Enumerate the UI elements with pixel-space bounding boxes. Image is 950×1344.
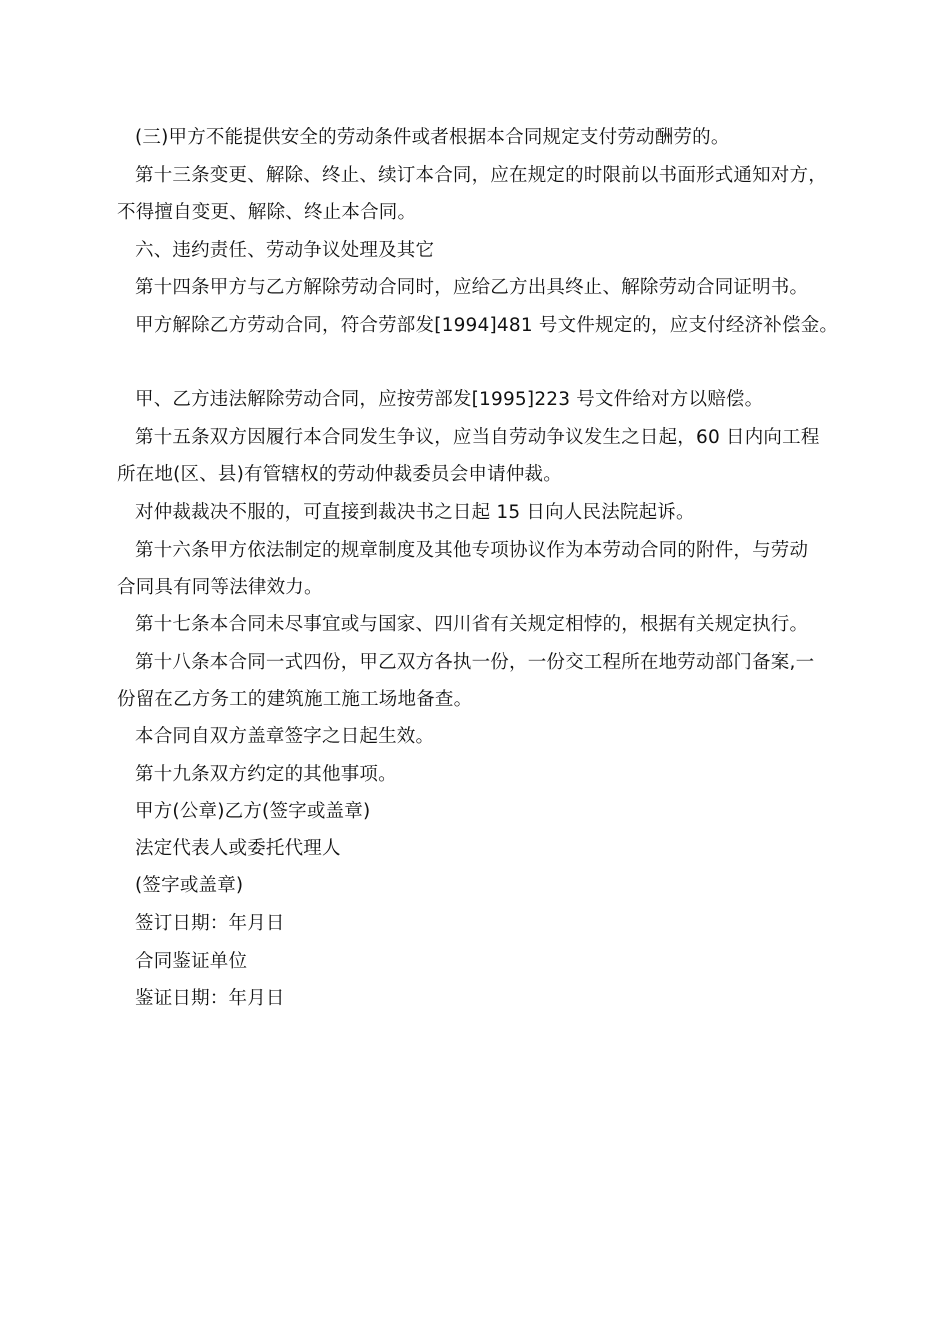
signature-party-line: 甲方(公章)乙方(签字或盖章) [135, 801, 371, 822]
signing-date-line: 签订日期：年月日 [135, 913, 285, 934]
text-line: 份留在乙方务工的建筑施工施工场地备查。 [117, 689, 473, 710]
text-line: 第十五条双方因履行本合同发生争议，应当自劳动争议发生之日起，60 日内向工程 [135, 427, 820, 448]
text-line: 第十四条甲方与乙方解除劳动合同时，应给乙方出具终止、解除劳动合同证明书。 [135, 277, 809, 298]
text-line: (三)甲方不能提供安全的劳动条件或者根据本合同规定支付劳动酬劳的。 [135, 127, 730, 148]
verification-date-line: 鉴证日期：年月日 [135, 988, 285, 1009]
representative-line: 法定代表人或委托代理人 [135, 838, 341, 859]
verification-unit-line: 合同鉴证单位 [135, 951, 248, 972]
text-line: 甲方解除乙方劳动合同，符合劳部发[1994]481 号文件规定的，应支付经济补偿金。 [135, 315, 839, 336]
signature-note-line: (签字或盖章) [135, 875, 244, 896]
text-line: 第十八条本合同一式四份，甲乙双方各执一份，一份交工程所在地劳动部门备案,一 [135, 652, 815, 673]
section-heading: 六、违约责任、劳动争议处理及其它 [135, 240, 435, 261]
text-line: 第十九条双方约定的其他事项。 [135, 764, 397, 785]
text-line: 甲、乙方违法解除劳动合同，应按劳部发[1995]223 号文件给对方以赔偿。 [135, 389, 764, 410]
text-line: 第十三条变更、解除、终止、续订本合同，应在规定的时限前以书面形式通知对方， [135, 165, 827, 186]
text-line: 合同具有同等法律效力。 [117, 577, 323, 598]
text-line: 本合同自双方盖章签字之日起生效。 [135, 726, 435, 747]
text-line: 第十七条本合同未尽事宜或与国家、四川省有关规定相悖的，根据有关规定执行。 [135, 614, 809, 635]
text-line: 第十六条甲方依法制定的规章制度及其他专项协议作为本劳动合同的附件，与劳动 [135, 540, 809, 561]
text-line: 对仲裁裁决不服的，可直接到裁决书之日起 15 日向人民法院起诉。 [135, 502, 695, 523]
text-line: 所在地(区、县)有管辖权的劳动仲裁委员会申请仲裁。 [117, 464, 562, 485]
text-line: 不得擅自变更、解除、终止本合同。 [117, 202, 417, 223]
